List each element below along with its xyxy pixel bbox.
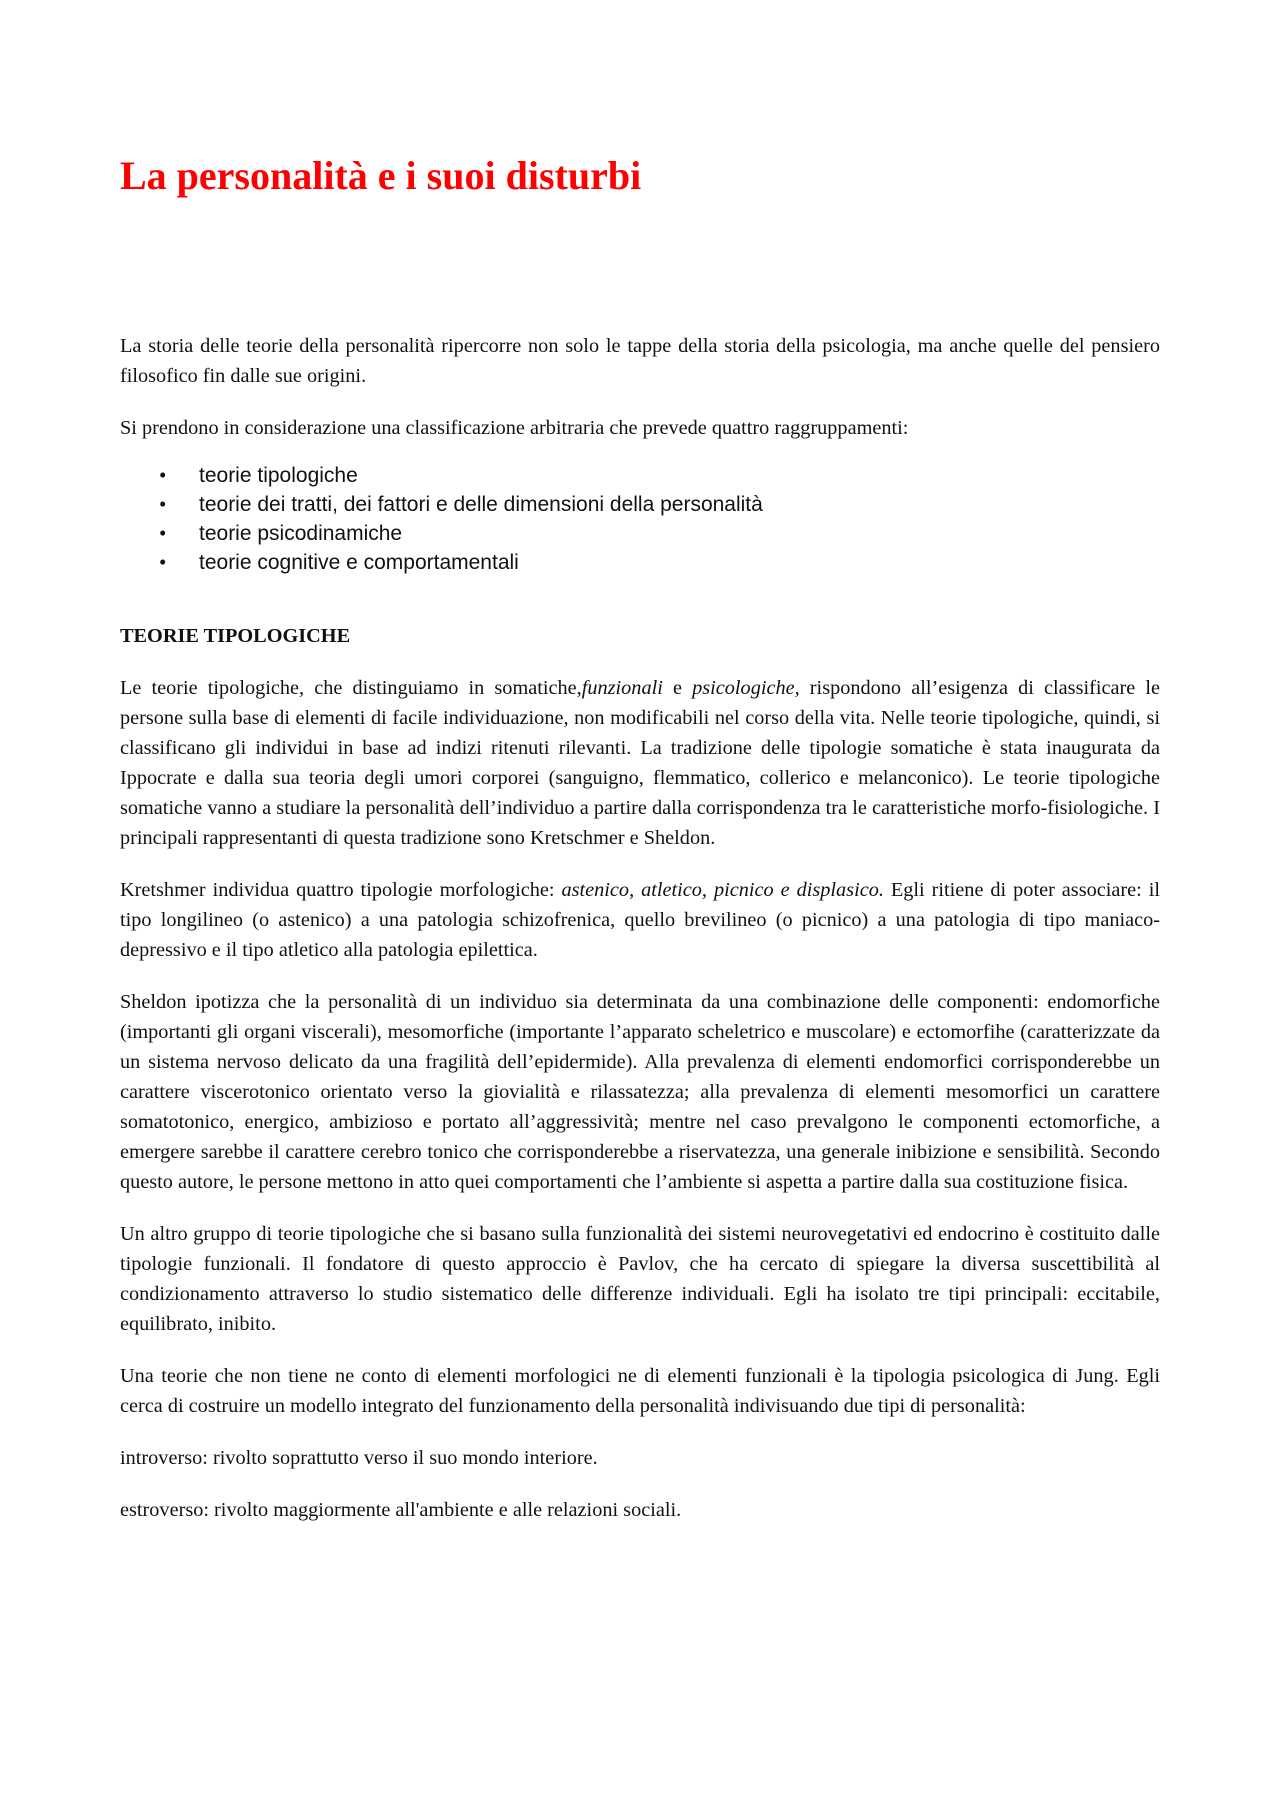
bullet-icon: • (159, 463, 167, 487)
list-item (120, 490, 1160, 519)
italic-run: psicologiche, (692, 677, 800, 699)
list-item-text: teorie dei tratti, dei fattori e delle dimensioni della personalità (199, 493, 763, 516)
list-item-text: teorie tipologiche (199, 464, 358, 487)
paragraph-typologies (120, 673, 1160, 853)
text-run: Kretshmer individua quattro tipologie morfologiche: (120, 879, 562, 901)
intro-paragraph-2: Si prendono in considerazione una classificazione arbitraria che prevede quattro raggruppamenti: (120, 417, 909, 439)
section-heading: TEORIE TIPOLOGICHE (120, 625, 351, 647)
italic-run: funzionali (581, 677, 663, 699)
paragraph-sheldon: Sheldon ipotizza che la personalità di un individuo sia determinata da una combinazione delle componenti: endomorfiche (importanti gli organi viscerali), mesomorfiche (importante l’apparato scheletrico e muscolare) e ectomorfihe (caratterizzate da un sistema nervoso delicato da una fragilità dell’epidermide). Alla prevalenza di elementi endomorfici corrisponderebbe un carattere viscerotonico orientato verso la giovialità e rilassatezza; alla prevalenza di elementi mesomorfici un carattere somatotonico, energico, ambizioso e portato all’aggressività; mentre nel caso prevalgono le componenti ectomorfiche, a emergere sarebbe il carattere cerebro tonico che corrisponderebbe a riservatezza, una generale inibizione e sensibilità. Secondo questo autore, le persone mettono in atto quei comportamenti che l’ambiente si aspetta a partire dalla sua costituzione fisica. (120, 991, 1160, 1193)
page-title: La personalità e i suoi disturbi (120, 153, 642, 198)
bullet-icon: • (159, 492, 167, 516)
paragraph-jung: Una teorie che non tiene ne conto di elementi morfologici ne di elementi funzionali è la tipologia psicologica di Jung. Egli cerca di costruire un modello integrato del funzionamento della personalità indivisuando due tipi di personalità: (120, 1365, 1160, 1417)
bullet-list (120, 461, 1160, 577)
paragraph-kretschmer (120, 875, 1160, 965)
intro-paragraph-1: La storia delle teorie della personalità ripercorre non solo le tappe della storia della psicologia, ma anche quelle del pensiero filosofico fin dalle sue origini. (120, 335, 1160, 387)
paragraph-pavlov: Un altro gruppo di teorie tipologiche che si basano sulla funzionalità dei sistemi neurovegetativi ed endocrino è costituito dalle tipologie funzionali. Il fondatore di questo approccio è Pavlov, che ha cercato di spiegare la diversa suscettibilità al condizionamento attraverso lo studio sistematico delle differenze individuali. Egli ha isolato tre tipi principali: eccitabile, equilibrato, inibito. (120, 1223, 1160, 1335)
italic-run: astenico, atletico, picnico e displasico. (561, 879, 884, 901)
list-item (120, 461, 1160, 490)
text-run: Le teorie tipologiche, che distinguiamo in somatiche, (120, 677, 582, 699)
text-run: rispondono all’esigenza di classificare le persone sulla base di elementi di facile individuazione, non modificabili nel corso della vita. Nelle teorie tipologiche, quindi, si classificano gli individui in base ad indizi ritenuti rilevanti. La tradizione delle tipologie somatiche è stata inaugurata da Ippocrate e dalla sua teoria degli umori corporei (sanguigno, flemmatico, collerico e melanconico). Le teorie tipologiche somatiche vanno a studiare la personalità dell’individuo a partire dalla corrispondenza tra le caratteristiche morfo-fisiologiche. I principali rappresentanti di questa tradizione sono Kretschmer e Sheldon. (120, 677, 1160, 849)
document-body (120, 331, 1160, 1525)
list-item (120, 548, 1160, 577)
text-run: e (662, 677, 693, 699)
bullet-icon: • (159, 550, 167, 574)
list-item-text: teorie cognitive e comportamentali (199, 551, 519, 574)
bullet-icon: • (159, 521, 167, 545)
paragraph-estroverso: estroverso: rivolto maggiormente all'ambiente e alle relazioni sociali. (120, 1499, 682, 1521)
list-item-text: teorie psicodinamiche (199, 522, 403, 545)
list-item (120, 519, 1160, 548)
text-run: Egli ritiene di poter associare: il tipo longilineo (o astenico) a una patologia schizofrenica, quello brevilineo (o picnico) a una patologia di tipo maniaco-depressivo e il tipo atletico alla patologia epilettica. (120, 879, 1160, 961)
paragraph-introverso: introverso: rivolto soprattutto verso il suo mondo interiore. (120, 1447, 598, 1469)
